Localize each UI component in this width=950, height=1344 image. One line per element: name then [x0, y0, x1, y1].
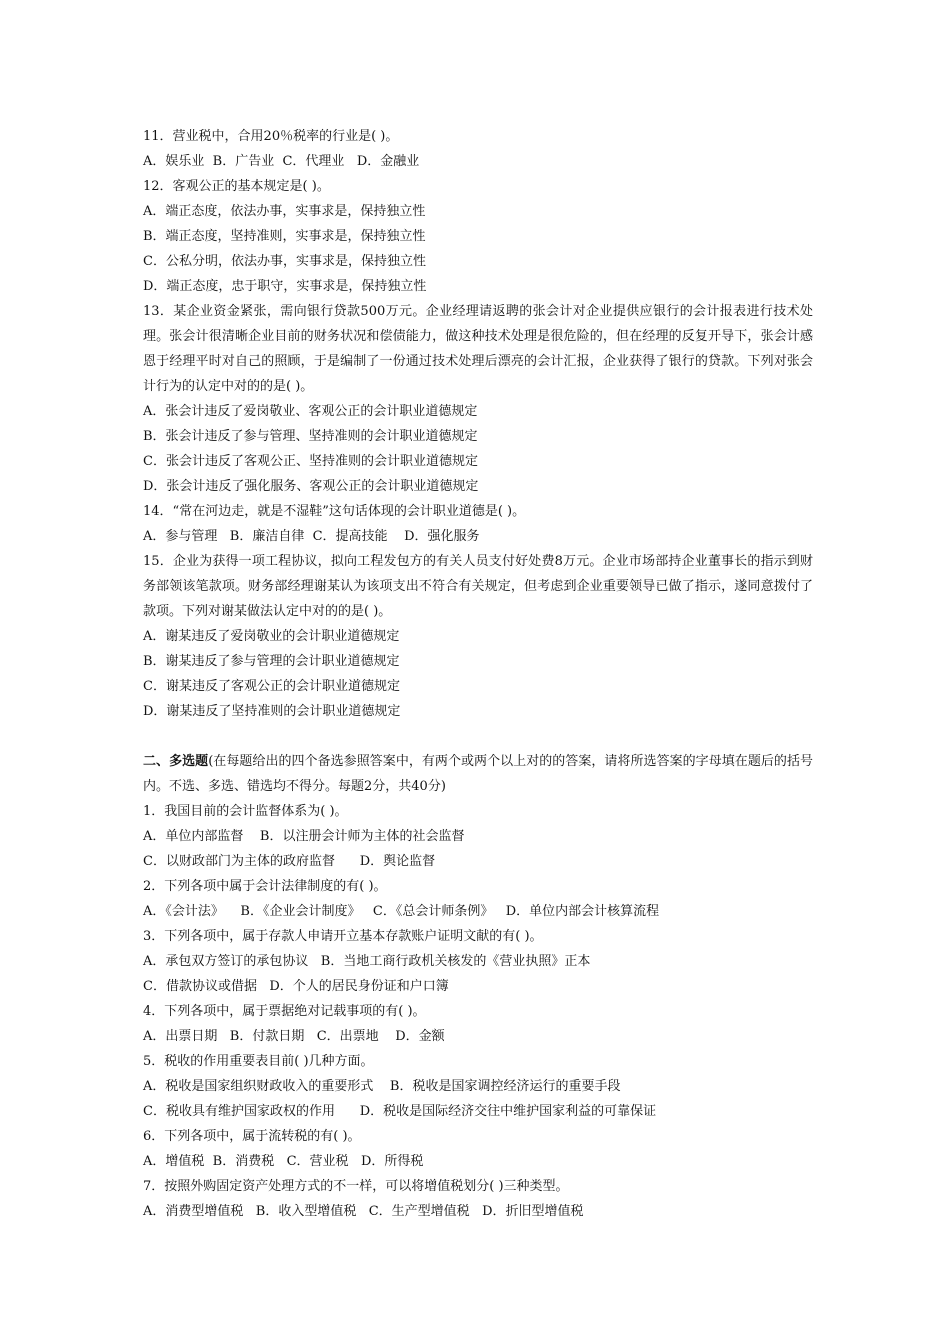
- option-a: A．张会计违反了爱岗敬业、客观公正的会计职业道德规定: [143, 404, 478, 419]
- question-options: A．《会计法》 B．《企业会计制度》 C．《总会计师条例》 D．单位内部会计核算流程: [143, 904, 660, 919]
- exam-page: [143, 124, 813, 1224]
- mc-question-6: [143, 1124, 813, 1174]
- question-15: [143, 549, 813, 724]
- question-options: A．消费型增值税 B．收入型增值税 C．生产型增值税 D．折旧型增值税: [143, 1204, 584, 1219]
- options-ab: A．税收是国家组织财政收入的重要形式 B．税收是国家调控经济运行的重要手段: [143, 1079, 621, 1094]
- question-stem: 11．营业税中，合用20％税率的行业是( )。: [143, 129, 399, 144]
- question-11: [143, 124, 813, 174]
- options-cd: C．税收具有维护国家政权的作用 D．税收是国际经济交往中维护国家利益的可靠保证: [143, 1104, 657, 1119]
- question-options: A．增值税 B．消费税 C．营业税 D．所得税: [143, 1154, 424, 1169]
- question-stem: 6．下列各项中，属于流转税的有( )。: [143, 1129, 361, 1144]
- option-d: D．张会计违反了强化服务、客观公正的会计职业道德规定: [143, 479, 479, 494]
- options-cd: C．以财政部门为主体的政府监督 D．舆论监督: [143, 854, 436, 869]
- question-14: [143, 499, 813, 549]
- mc-question-7: [143, 1174, 813, 1224]
- option-b: B．张会计违反了参与管理、坚持准则的会计职业道德规定: [143, 429, 478, 444]
- question-stem: 15．企业为获得一项工程协议，拟向工程发包方的有关人员支付好处费8万元。企业市场部持企业董事长的指示到财务部领该笔款项。财务部经理谢某认为该项支出不符合有关规定，但考虑到企业重要领导已做了指示，遂同意拨付了款项。下列对谢某做法认定中对的的是( )。: [143, 554, 813, 619]
- mc-question-3: [143, 924, 813, 999]
- option-b: B．端正态度，坚持准则，实事求是，保持独立性: [143, 229, 426, 244]
- question-options: A．出票日期 B．付款日期 C．出票地 D．金额: [143, 1029, 445, 1044]
- section-instructions: (在每题给出的四个备选参照答案中，有两个或两个以上对的的答案，请将所选答案的字母填在题后的括号内。不选、多选、错选均不得分。每题2分，共40分): [143, 754, 813, 794]
- option-a: A．端正态度，依法办事，实事求是，保持独立性: [143, 204, 426, 219]
- question-12: [143, 174, 813, 299]
- question-stem: 1．我国目前的会计监督体系为( )。: [143, 804, 348, 819]
- mc-question-4: [143, 999, 813, 1049]
- question-stem: 5．税收的作用重要表目前( )几种方面。: [143, 1054, 374, 1069]
- question-options: A．娱乐业 B．广告业 C．代理业 D．金融业: [143, 154, 420, 169]
- question-stem: 13．某企业资金紧张，需向银行贷款500万元。企业经理请返聘的张会计对企业提供应银行的会计报表进行技术处理。张会计很清晰企业目前的财务状况和偿债能力，做这种技术处理是很危险的，但在经理的反复开导下，张会计感恩于经理平时对自己的照顾，于是编制了一份通过技术处理后漂亮的会计汇报，企业获得了银行的贷款。下列对张会计行为的认定中对的的是( )。: [143, 304, 813, 394]
- question-stem: 14．“常在河边走，就是不湿鞋”这句话体现的会计职业道德是( )。: [143, 504, 526, 519]
- option-c: C．公私分明，依法办事，实事求是，保持独立性: [143, 254, 426, 269]
- options-cd: C．借款协议或借据 D．个人的居民身份证和户口簿: [143, 979, 449, 994]
- option-d: D．谢某违反了坚持准则的会计职业道德规定: [143, 704, 401, 719]
- options-ab: A．承包双方签订的承包协议 B．当地工商行政机关核发的《营业执照》正本: [143, 954, 591, 969]
- section-title: 二、多选题: [143, 754, 209, 769]
- section-2-header: [143, 749, 813, 799]
- question-stem: 4．下列各项中，属于票据绝对记载事项的有( )。: [143, 1004, 426, 1019]
- option-d: D．端正态度，忠于职守，实事求是，保持独立性: [143, 279, 427, 294]
- mc-question-5: [143, 1049, 813, 1124]
- option-c: C．张会计违反了客观公正、坚持准则的会计职业道德规定: [143, 454, 478, 469]
- options-ab: A．单位内部监督 B．以注册会计师为主体的社会监督: [143, 829, 465, 844]
- question-stem: 2．下列各项中属于会计法律制度的有( )。: [143, 879, 387, 894]
- question-13: [143, 299, 813, 499]
- section-spacer: [143, 724, 813, 749]
- question-stem: 7．按照外购固定资产处理方式的不一样，可以将增值税划分( )三种类型。: [143, 1179, 569, 1194]
- question-options: A．参与管理 B．廉洁自律 C．提高技能 D．强化服务: [143, 529, 480, 544]
- question-stem: 3．下列各项中，属于存款人申请开立基本存款账户证明文献的有( )。: [143, 929, 543, 944]
- option-b: B．谢某违反了参与管理的会计职业道德规定: [143, 654, 400, 669]
- option-a: A．谢某违反了爱岗敬业的会计职业道德规定: [143, 629, 400, 644]
- mc-question-2: [143, 874, 813, 924]
- question-stem: 12．客观公正的基本规定是( )。: [143, 179, 330, 194]
- mc-question-1: [143, 799, 813, 874]
- option-c: C．谢某违反了客观公正的会计职业道德规定: [143, 679, 400, 694]
